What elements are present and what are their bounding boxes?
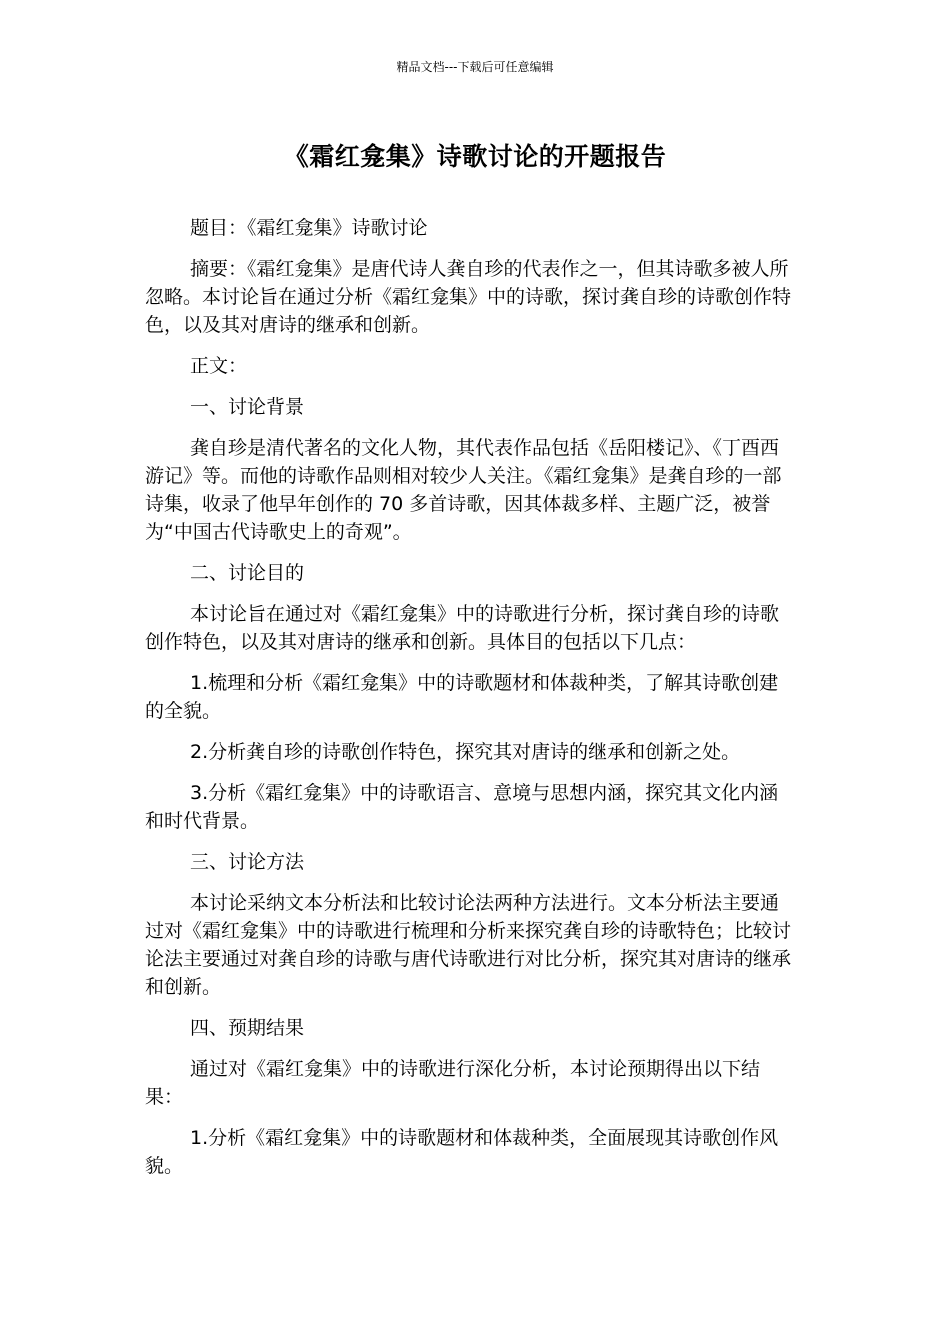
page-header: 精品文档---下载后可任意编辑 — [396, 60, 554, 74]
section-heading-results: 四、预期结果 — [190, 1017, 305, 1039]
purpose-item-1: 1.梳理和分析《霜红龛集》中的诗歌题材和体裁种类，了解其诗歌创建的全貌。 — [145, 672, 779, 722]
purpose-item-2: 2.分析龚自珍的诗歌创作特色，探究其对唐诗的继承和创新之处。 — [190, 741, 741, 763]
topic-line: 题目：《霜红龛集》诗歌讨论 — [190, 217, 428, 239]
results-paragraph: 通过对《霜红龛集》中的诗歌进行深化分析，本讨论预期得出以下结果： — [145, 1058, 761, 1108]
results-item-1: 1.分析《霜红龛集》中的诗歌题材和体裁种类，全面展现其诗歌创作风貌。 — [145, 1127, 779, 1177]
document-body — [145, 214, 795, 1193]
section-heading-method: 三、讨论方法 — [190, 851, 305, 873]
background-paragraph: 龚自珍是清代著名的文化人物，其代表作品包括《岳阳楼记》、《丁酉西游记》等。而他的诗歌作品则相对较少人关注。《霜红龛集》是龚自珍的一部诗集，收录了他早年创作的 70 多首诗歌，因其体裁多样、主题广泛，被誉为“中国古代诗歌史上的奇观”。 — [145, 437, 782, 543]
purpose-paragraph: 本讨论旨在通过对《霜红龛集》中的诗歌进行分析，探讨龚自珍的诗歌创作特色，以及其对唐诗的继承和创新。具体目的包括以下几点： — [145, 603, 780, 653]
abstract-paragraph: 摘要：《霜红龛集》是唐代诗人龚自珍的代表作之一，但其诗歌多被人所忽略。本讨论旨在通过分析《霜红龛集》中的诗歌，探讨龚自珍的诗歌创作特色，以及其对唐诗的继承和创新。 — [145, 258, 792, 336]
purpose-item-3: 3.分析《霜红龛集》中的诗歌语言、意境与思想内涵，探究其文化内涵和时代背景。 — [145, 782, 779, 832]
document-title: 《霜红龛集》诗歌讨论的开题报告 — [283, 142, 667, 171]
section-heading-background: 一、讨论背景 — [190, 396, 305, 418]
body-label: 正文： — [190, 355, 248, 377]
method-paragraph: 本讨论采纳文本分析法和比较讨论法两种方法进行。文本分析法主要通过对《霜红龛集》中的诗歌进行梳理和分析来探究龚自珍的诗歌特色；比较讨论法主要通过对龚自珍的诗歌与唐代诗歌进行对比分析，探究其对唐诗的继承和创新。 — [145, 892, 792, 998]
section-heading-purpose: 二、讨论目的 — [190, 562, 305, 584]
